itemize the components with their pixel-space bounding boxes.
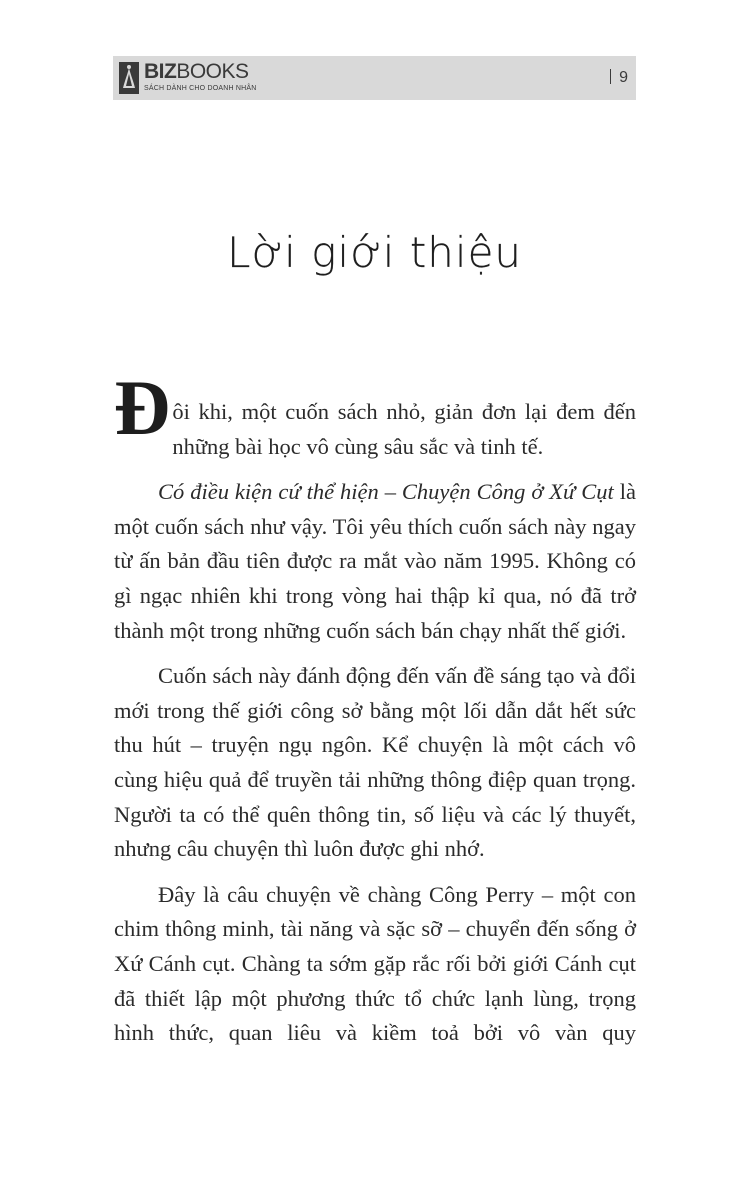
page-number-value: 9: [619, 69, 628, 86]
body-text: [114, 364, 636, 1051]
publisher-tagline: SÁCH DÀNH CHO DOANH NHÂN: [144, 85, 257, 92]
bizbooks-logo-icon: [119, 62, 139, 94]
paragraph-2-text: là một cuốn sách như vậy. Tôi yêu thích cuốn sách này ngay từ ấn bản đầu tiên được ra mắt vào năm 1995. Không có gì ngạc nhiên khi trong vòng hai thập kỉ qua, nó đã trở thành một trong những cuốn sách bán chạy nhất thế giới.: [114, 479, 636, 643]
publisher-logo-text: [144, 60, 249, 84]
logo-bold: BIZ: [144, 60, 177, 83]
paragraph-4: Đây là câu chuyện về chàng Công Perry – một con chim thông minh, tài năng và sặc sỡ – chuyển đến sống ở Xứ Cánh cụt. Chàng ta sớm gặp rắc rối bởi giới Cánh cụt đã thiết lập một phương thức tổ chức lạnh lùng, trọng hình thức, quan liêu và kiềm toả bởi vô vàn quy: [114, 881, 636, 1046]
logo-light: BOOKS: [176, 60, 249, 83]
chapter-title: Lời giới thiệu: [226, 228, 523, 277]
paragraph-1: [114, 364, 636, 464]
paragraph-1-text: ôi khi, một cuốn sách nhỏ, giản đơn lại đem đến những bài học vô cùng sâu sắc và tinh tế.: [172, 399, 636, 459]
running-header: [113, 56, 636, 100]
book-title-italic: Có điều kiện cứ thể hiện – Chuyện Công ở Xứ Cụt: [158, 479, 614, 505]
page-number-divider: [610, 69, 611, 84]
page-number: [610, 68, 628, 88]
paragraph-2: [114, 475, 636, 648]
drop-cap: Đ: [114, 364, 171, 451]
paragraph-3: Cuốn sách này đánh động đến vấn đề sáng tạo và đổi mới trong thế giới công sở bằng một lối dẫn dắt hết sức thu hút – truyện ngụ ngôn. Kể chuyện là một cách vô cùng hiệu quả để truyền tải những thông điệp quan trọng. Người ta có thể quên thông tin, số liệu và các lý thuyết, nhưng câu chuyện thì luôn được ghi nhớ.: [114, 663, 636, 862]
